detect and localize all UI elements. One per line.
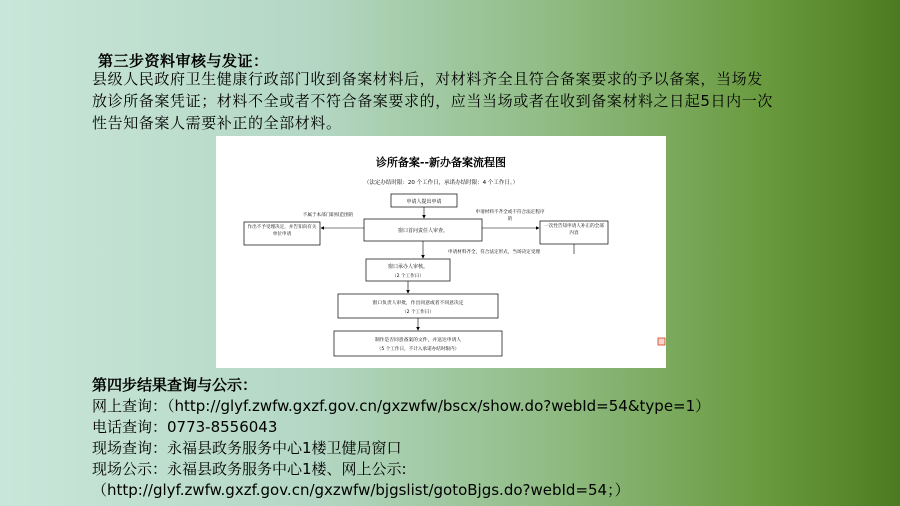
step3-line-2: 放诊所备案凭证；材料不全或者不符合备案要求的，应当当场或者在收到备案材料之日起5日内一次	[92, 92, 773, 110]
flowchart-image	[216, 136, 666, 368]
flowchart-title: 诊所备案--新办备案流程图	[375, 156, 507, 169]
publicity-url: （http://glyf.zwfw.gxzf.gov.cn/gxzwfw/bjgslist/gotoBjgs.do?webId=54；）	[92, 481, 630, 499]
step3-paragraph	[92, 68, 852, 134]
flowchart-svg	[216, 136, 666, 368]
step4-section	[92, 375, 872, 501]
stamp-icon	[658, 338, 665, 345]
edge-left-label: 不属于本部门职权范围的	[302, 213, 354, 218]
node-leader-review-label: 窗口负责人审批，作出同意或者不同意决定	[372, 301, 464, 306]
edge-right-label: 申请材料不齐全或不符合法定程序的	[475, 210, 545, 222]
edge-down-label: 申请材料齐全，符合法定形式，当场决定受理	[448, 250, 540, 255]
node-issue-label: 制作是否同意备案的文件，并送达申请人	[374, 338, 462, 343]
phone-query: 电话查询：0773-8556043	[92, 418, 278, 436]
onsite-query: 现场查询：永福县政务服务中心1楼卫健局窗口	[92, 439, 402, 457]
node-reject-label: 作出不予受理决定，并告知向有关单位申请	[247, 225, 317, 237]
step3-line-3: 性告知备案人需要补正的全部材料。	[92, 114, 342, 132]
node-handler-review-label: 窗口承办人审核。	[387, 264, 429, 270]
node-notify-label: 一次性告知申请人补正的全部内容	[544, 224, 604, 236]
step3-line-1: 县级人民政府卫生健康行政部门收到备案材料后，对材料齐全且符合备案要求的予以备案，当场发	[92, 70, 763, 88]
node-issue	[334, 331, 502, 356]
node-apply-label: 申请人提出申请	[406, 199, 442, 205]
step3-title: 第三步资料审核与发证：	[98, 52, 269, 70]
node-leader-days: （2 个工作日）	[402, 310, 434, 315]
node-issue-days: （5 个工作日，不计入承诺办结时限内）	[376, 347, 460, 352]
node-handler-days: （2 个工作日）	[392, 274, 424, 279]
flowchart-subtitle: （法定办结时限：20 个工作日，承诺办结时限：4 个工作日。）	[363, 180, 519, 186]
step4-title: 第四步结果查询与公示：	[92, 376, 258, 394]
onsite-publicity: 现场公示：永福县政务服务中心1楼、网上公示:	[92, 460, 407, 478]
online-query: 网上查询：（http://glyf.zwfw.gxzf.gov.cn/gxzwfw/bscx/show.do?webId=54&type=1）	[92, 397, 711, 415]
node-window-review-label: 窗口首问责任人审查。	[397, 228, 449, 234]
